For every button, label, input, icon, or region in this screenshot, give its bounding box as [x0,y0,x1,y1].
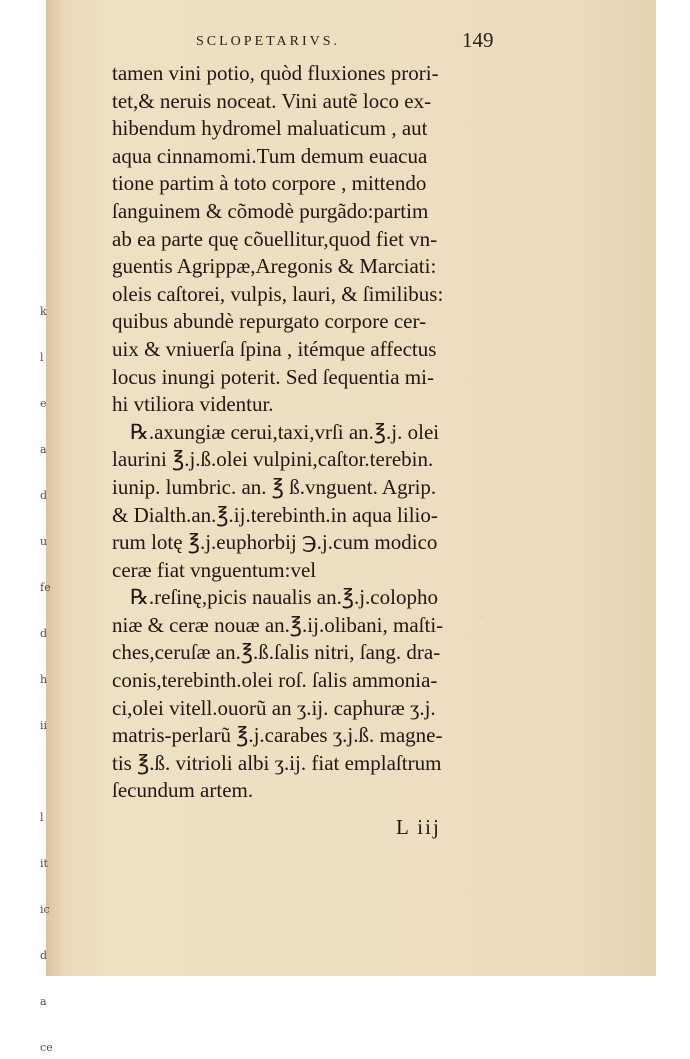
facing-page-edge-text: k l e a d u fe d h ii l it ic d a ce [40,305,53,1054]
running-head: SCLOPETARIVS. [196,34,341,49]
page-header [150,30,510,58]
recipe-line: tis ℥.ß. vitrioli albi ʒ.ij. fiat emplaſtrum [112,750,442,775]
text-line: oleis caſtorei, vulpis, lauri, & ſimilibus: [112,281,444,306]
recipe-line: conis,terebinth.olei roſ. ſalis ammonia- [112,668,438,693]
text-line: guentis Agrippæ,Aregonis & Marciati: [112,254,437,279]
recipe-line: niæ & ceræ nouæ an.℥.ij.olibani, maſti- [112,612,444,637]
recipe-line: ſecundum artem. [112,778,254,803]
recipe-line: laurini ℥.j.ß.olei vulpini,caſtor.terebin. [112,447,434,472]
recipe-line: rum lotę ℥.j.euphorbij ℈.j.cum modico [112,530,438,555]
recipe-line: matris-perlarũ ℥.j.carabes ʒ.j.ß. magne- [112,723,443,748]
recipe-line: ci,olei vitell.ouorũ an ʒ.ij. caphuræ ʒ.j. [112,695,436,720]
main-text [112,60,512,805]
recipe-line: iunip. lumbric. an. ℥ ß.vnguent. Agrip. [112,474,437,499]
text-line: tet,& neruis noceat. Vini autẽ loco ex- [112,88,432,113]
text-line: tione partim à toto corpore , mittendo [112,171,427,196]
text-line: tamen vini potio, quòd fluxiones prori- [112,61,439,85]
recipe-line: ceræ fiat vnguentum:vel [112,557,317,582]
text-line: locus inungi poterit. Sed ſequentia mi- [112,364,434,389]
recipe-line: & Dialth.an.℥.ij.terebinth.in aqua lilio- [112,502,438,527]
text-line: ſanguinem & cõmodè purgãdo:partim [112,198,429,223]
recipe-line: ℞.reſinę,picis naualis an.℥.j.colopho [130,585,438,610]
recipe-line: ℞.axungiæ cerui,taxi,vrſi an.℥.j. olei [130,419,440,444]
text-line: hibendum hydromel maluaticum , aut [112,116,428,141]
recipe-line: ches,ceruſæ an.℥.ß.ſalis nitri, ſang. dra- [112,640,441,665]
text-line: uix & vniuerſa ſpina , itémque affectus [112,336,437,361]
page-number: 149 [462,28,494,52]
text-line: hi vtiliora videntur. [112,392,274,417]
text-line: aqua cinnamomi.Tum demum euacua [112,143,428,168]
bleed-through-mark: · [480,610,485,625]
text-line: ab ea parte quę cõuellitur,quod fiet vn- [112,226,438,251]
signature-mark: L iij [396,815,441,839]
text-line: quibus abundè repurgato corpore cer- [112,309,427,334]
